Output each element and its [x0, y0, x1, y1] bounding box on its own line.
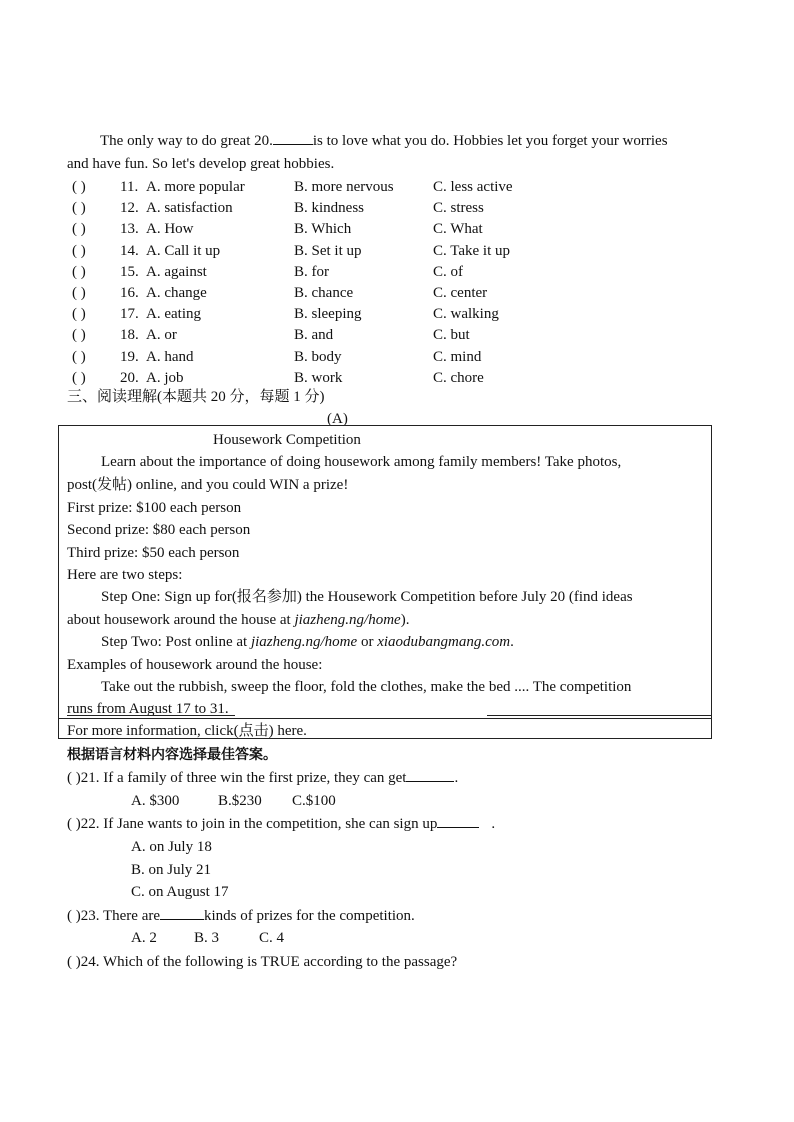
answer-paren[interactable]: ( ): [72, 306, 86, 323]
underline-decoration: [67, 715, 235, 716]
question-number: 16.: [120, 285, 139, 301]
passage-text: The only way to do great 20.: [100, 133, 273, 149]
cloze-row: [72, 367, 552, 388]
question-text: 23. There are: [80, 908, 161, 924]
cloze-option-c[interactable]: C. stress: [433, 200, 484, 217]
step-two-text: .: [510, 634, 514, 650]
cloze-option-a[interactable]: A. How: [146, 221, 194, 238]
question-number: 17.: [120, 306, 139, 323]
q21-option-b[interactable]: B.$230: [218, 793, 262, 809]
cloze-option-b[interactable]: B. chance: [294, 285, 354, 301]
cloze-option-c[interactable]: C. chore: [433, 369, 484, 386]
step-two-text: or: [357, 634, 378, 650]
cloze-option-b[interactable]: B. more nervous: [294, 179, 394, 195]
notice-title: Housework Competition: [213, 432, 361, 448]
q22-option-a[interactable]: A. on July 18: [131, 839, 212, 855]
cloze-option-b[interactable]: B. for: [294, 263, 329, 280]
question-number: 14.: [120, 242, 139, 259]
answer-paren[interactable]: ( ): [72, 242, 86, 259]
examples-line-2: runs from August 17 to 31.: [67, 701, 229, 717]
question-number: 12.: [120, 200, 139, 217]
step-two-text: Step Two: Post online at: [101, 634, 251, 650]
more-info-link[interactable]: For more information, click(点击) here.: [67, 723, 307, 739]
passage-text: is to love what you do. Hobbies let you forget your worries: [312, 133, 668, 149]
cloze-row: [72, 346, 552, 367]
notice-intro-1: Learn about the importance of doing housework among family members! Take photos,: [101, 454, 622, 470]
cloze-option-b[interactable]: B. work: [294, 369, 343, 386]
cloze-option-c[interactable]: C. of: [433, 263, 463, 280]
answer-paren[interactable]: ( ): [72, 348, 86, 365]
answer-paren[interactable]: ( ): [72, 327, 86, 344]
cloze-option-c[interactable]: C. mind: [433, 348, 482, 365]
step-one-text: about housework around the house at: [67, 612, 295, 628]
answer-paren[interactable]: ( ): [72, 263, 86, 280]
cloze-row: [72, 261, 552, 282]
cloze-option-c[interactable]: C. Take it up: [433, 242, 510, 259]
answer-paren[interactable]: ( ): [72, 285, 86, 301]
question-text: 22. If Jane wants to join in the competition, she can sign up: [80, 816, 438, 832]
website-link[interactable]: jiazheng.ng/home: [294, 612, 401, 628]
question-21: [67, 767, 458, 789]
cloze-option-a[interactable]: A. Call it up: [146, 242, 221, 259]
cloze-option-c[interactable]: C. What: [433, 221, 483, 238]
answer-paren[interactable]: ( ): [72, 221, 86, 238]
step-two-line: [101, 631, 514, 653]
answer-paren[interactable]: ( ): [72, 200, 86, 217]
cloze-option-a[interactable]: A. change: [146, 285, 207, 301]
question-text: 21. If a family of three win the first prize, they can get: [80, 770, 407, 786]
question-text: kinds of prizes for the competition.: [204, 908, 415, 924]
notice-box: [58, 425, 712, 739]
question-end: .: [454, 770, 459, 786]
cloze-option-b[interactable]: B. Set it up: [294, 242, 362, 259]
question-22: [67, 813, 495, 835]
answer-paren[interactable]: ( ): [67, 954, 81, 970]
question-text: 24. Which of the following is TRUE according to the passage?: [80, 954, 458, 970]
cloze-option-c[interactable]: C. center: [433, 285, 488, 301]
q23-option-b[interactable]: B. 3: [194, 930, 220, 946]
first-prize: First prize: $100 each person: [67, 500, 242, 516]
third-prize: Third prize: $50 each person: [67, 545, 240, 561]
section-heading: 三、阅读理解(本题共 20 分，每题 1 分): [67, 389, 325, 405]
answer-paren[interactable]: ( ): [67, 908, 81, 924]
cloze-option-b[interactable]: B. and: [294, 327, 334, 344]
question-number: 15.: [120, 263, 139, 280]
cloze-option-c[interactable]: C. but: [433, 327, 470, 344]
cloze-row: [72, 240, 552, 261]
cloze-option-b[interactable]: B. sleeping: [294, 306, 362, 323]
cloze-option-a[interactable]: A. eating: [146, 306, 201, 323]
cloze-row: [72, 303, 552, 324]
cloze-row: [72, 324, 552, 345]
cloze-row: [72, 197, 552, 218]
second-prize: Second prize: $80 each person: [67, 522, 251, 538]
question-number: 19.: [120, 348, 139, 365]
examples-intro: Examples of housework around the house:: [67, 657, 323, 673]
question-24: [67, 951, 457, 973]
answer-blank: [437, 827, 479, 828]
cloze-option-a[interactable]: A. satisfaction: [146, 200, 233, 217]
underline-decoration: [487, 715, 711, 716]
question-number: 13.: [120, 221, 139, 238]
step-one-line-2: [67, 609, 409, 631]
answer-paren[interactable]: ( ): [72, 179, 86, 195]
steps-intro: Here are two steps:: [67, 567, 183, 583]
passage-line-2: and have fun. So let's develop great hobbies.: [67, 156, 335, 172]
q21-option-c[interactable]: C.$100: [292, 793, 336, 809]
examples-line-1: Take out the rubbish, sweep the floor, fold the clothes, make the bed .... The competition: [101, 679, 632, 695]
cloze-option-a[interactable]: A. hand: [146, 348, 194, 365]
question-number: 11.: [120, 179, 139, 195]
website-link[interactable]: jiazheng.ng/home: [250, 634, 358, 650]
answer-blank: [160, 919, 204, 920]
q22-option-c[interactable]: C. on August 17: [131, 884, 229, 900]
cloze-row: [72, 176, 552, 197]
q23-option-a[interactable]: A. 2: [131, 930, 157, 946]
question-23: [67, 905, 415, 927]
cloze-option-b[interactable]: B. Which: [294, 221, 352, 238]
answer-paren[interactable]: ( ): [72, 369, 86, 386]
instruction: 根据语言材料内容选择最佳答案。: [67, 747, 277, 763]
answer-paren[interactable]: ( ): [67, 770, 81, 786]
question-number: 18.: [120, 327, 139, 344]
answer-paren[interactable]: ( ): [67, 816, 81, 832]
question-end: .: [491, 816, 496, 832]
answer-blank: [273, 144, 313, 145]
question-number: 20.: [120, 369, 139, 386]
q23-option-c[interactable]: C. 4: [259, 930, 285, 946]
q21-option-a[interactable]: A. $300: [131, 793, 180, 809]
cloze-option-c[interactable]: C. walking: [433, 306, 499, 323]
cloze-option-a[interactable]: A. more popular: [146, 179, 245, 195]
notice-divider: [59, 718, 711, 719]
cloze-option-c[interactable]: C. less active: [433, 179, 513, 195]
cloze-row: [72, 282, 552, 303]
step-one-text: ).: [400, 612, 410, 628]
cloze-option-a[interactable]: A. or: [146, 327, 177, 344]
website-link[interactable]: xiaodubangmang.com: [377, 634, 511, 650]
cloze-row: [72, 218, 552, 239]
q22-option-b[interactable]: B. on July 21: [131, 862, 212, 878]
answer-blank: [406, 781, 454, 782]
part-label: (A): [327, 411, 348, 427]
cloze-option-b[interactable]: B. kindness: [294, 200, 365, 217]
cloze-option-b[interactable]: B. body: [294, 348, 342, 365]
cloze-option-a[interactable]: A. against: [146, 263, 207, 280]
cloze-option-a[interactable]: A. job: [146, 369, 184, 386]
step-one-line-1: Step One: Sign up for(报名参加) the Housework Competition before July 20 (find ideas: [101, 589, 633, 605]
passage-line-1: [100, 130, 668, 152]
notice-intro-2: post(发帖) online, and you could WIN a prize!: [67, 477, 349, 493]
